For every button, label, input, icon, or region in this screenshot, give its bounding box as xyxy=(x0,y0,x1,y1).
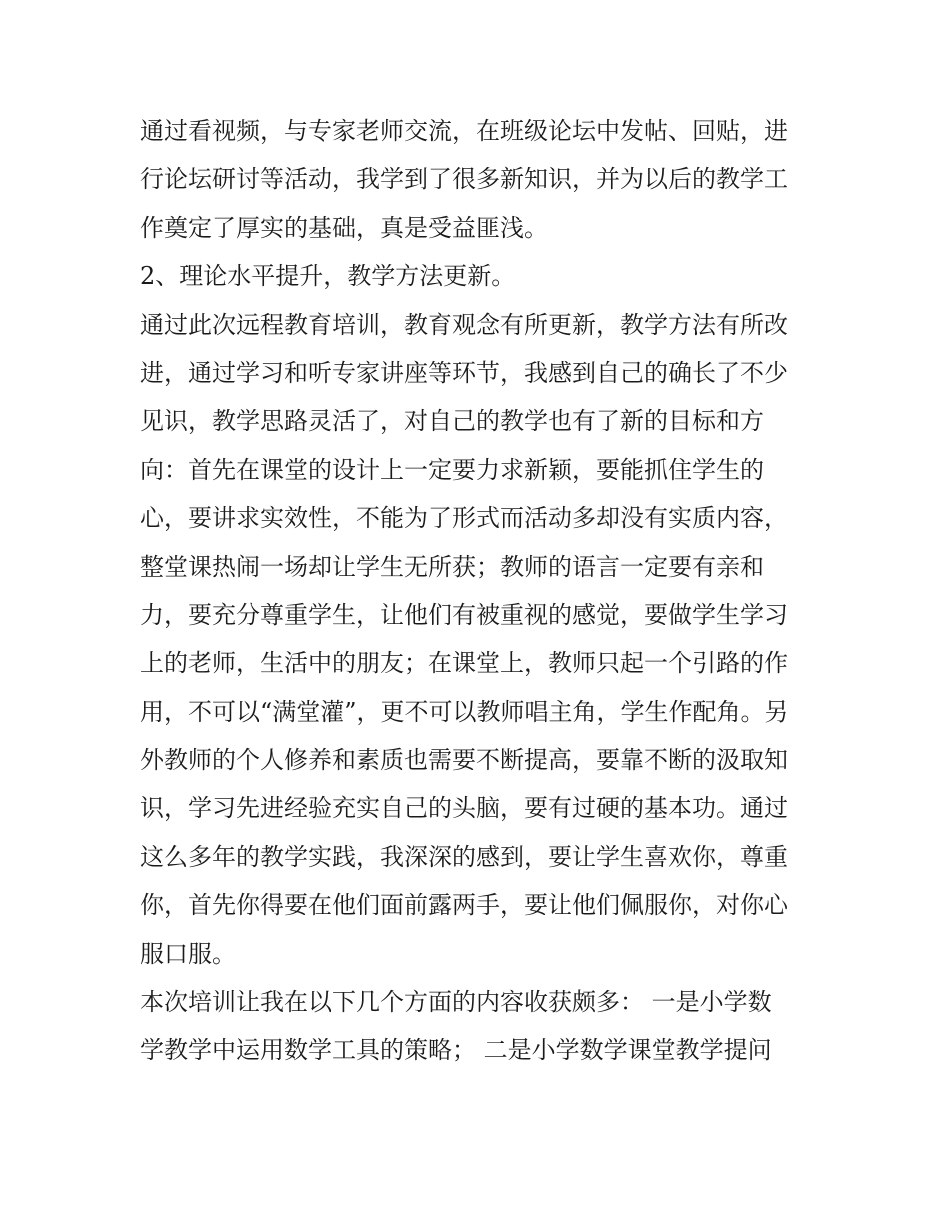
text-line-2: 行论坛研讨等活动，我学到了很多新知识，并为以后的教学工 xyxy=(140,165,788,194)
text-line-3: 作奠定了厚实的基础，真是受益匪浅。 xyxy=(140,213,548,242)
text-line-11: 力，要充分尊重学生，让他们有被重视的感觉，要做学生学习 xyxy=(140,600,788,629)
text-line-19: 本次培训让我在以下几个方面的内容收获颇多： 一是小学数 xyxy=(140,988,772,1017)
text-line-8: 向：首先在课堂的设计上一定要力求新颖，要能抓住学生的 xyxy=(140,455,764,484)
text-line-5: 通过此次远程教育培训，教育观念有所更新，教学方法有所改 xyxy=(140,310,788,339)
text-line-20: 学教学中运用数学工具的策略； 二是小学数学课堂教学提问 xyxy=(140,1036,772,1065)
text-line-7: 见识，教学思路灵活了，对自己的教学也有了新的目标和方 xyxy=(140,407,764,436)
text-line-14: 外教师的个人修养和素质也需要不断提高，要靠不断的汲取知 xyxy=(140,746,788,775)
text-line-10: 整堂课热闹一场却让学生无所获；教师的语言一定要有亲和 xyxy=(140,552,764,581)
text-line-17: 你，首先你得要在他们面前露两手，要让他们佩服你，对你心 xyxy=(140,891,788,920)
text-line-6: 进，通过学习和听专家讲座等环节，我感到自己的确长了不少 xyxy=(140,358,788,387)
section-heading: 2、理论水平提升，教学方法更新。 xyxy=(140,262,516,291)
text-line-9: 心，要讲求实效性，不能为了形式而活动多却没有实质内容， xyxy=(140,504,788,533)
text-line-16: 这么多年的教学实践，我深深的感到，要让学生喜欢你，尊重 xyxy=(140,842,788,871)
text-line-13: 用，不可以“满堂灌”，更不可以教师唱主角，学生作配角。另 xyxy=(140,697,789,726)
text-line-15: 识，学习先进经验充实自己的头脑，要有过硬的基本功。通过 xyxy=(140,794,788,823)
text-line-12: 上的老师，生活中的朋友；在课堂上，教师只起一个引路的作 xyxy=(140,649,788,678)
body-text xyxy=(140,107,820,1075)
text-line-18: 服口服。 xyxy=(140,939,236,968)
text-line-1: 通过看视频，与专家老师交流，在班级论坛中发帖、回贴，进 xyxy=(140,117,788,145)
